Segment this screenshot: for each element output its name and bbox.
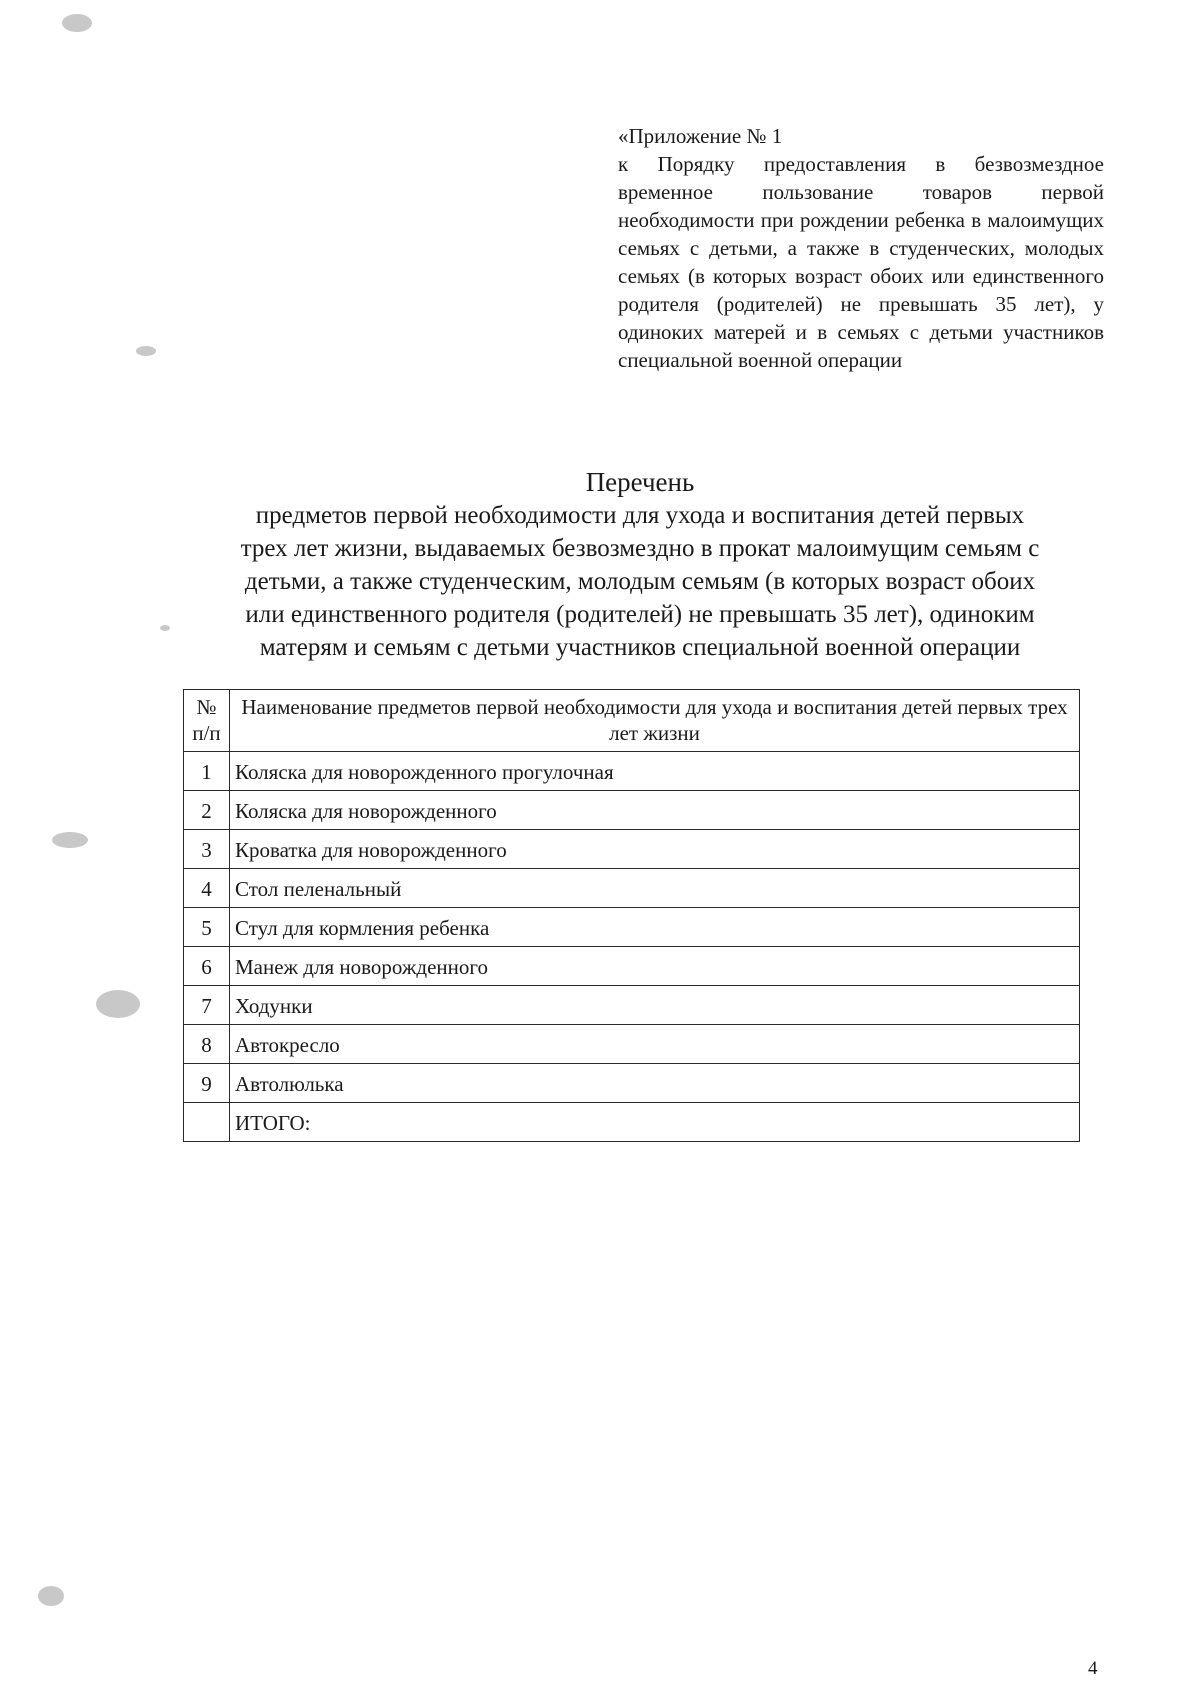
table-total-row [184, 1103, 1080, 1142]
scan-speck [52, 832, 88, 848]
document-subtitle-line: детьми, а также студенческим, молодым семьям (в которых возраст обоих [244, 568, 1036, 595]
annex-header [618, 122, 1104, 374]
scan-speck [38, 1586, 64, 1606]
scan-speck [96, 990, 140, 1018]
row-item-name: Манеж для новорожденного [230, 947, 1080, 986]
row-number: 4 [184, 869, 230, 908]
title-block [175, 465, 1105, 664]
row-item-name: Стул для кормления ребенка [230, 908, 1080, 947]
row-number: 5 [184, 908, 230, 947]
row-item-name: Автокресло [230, 1025, 1080, 1064]
header-number-abbrev: п/п [192, 721, 221, 745]
page-number: 4 [1088, 1658, 1098, 1679]
row-item-name: Ходунки [230, 986, 1080, 1025]
table-row [184, 908, 1080, 947]
annex-text: к Порядку предоставления в безвозмездное временное пользование товаров первой необходимости при рождении ребенка в малоимущих семьях с детьми, а также в студенческих, молодых семьях (в которых возраст обоих или единственного родителя (родителей) не превышать 35 лет), у одиноких матерей и в семьях с детьми участников специальной военной операции [618, 152, 1104, 372]
row-item-name: Кроватка для новорожденного [230, 830, 1080, 869]
document-title: Перечень [585, 467, 695, 497]
header-name-cell: Наименование предметов первой необходимости для ухода и воспитания детей первых трех лет жизни [230, 690, 1080, 752]
table-row [184, 869, 1080, 908]
row-number: 2 [184, 791, 230, 830]
table-row [184, 752, 1080, 791]
row-item-name: Стол пеленальный [230, 869, 1080, 908]
row-item-name: Коляска для новорожденного прогулочная [230, 752, 1080, 791]
header-number-cell [184, 690, 230, 752]
row-number: 6 [184, 947, 230, 986]
row-item-name: Автолюлька [230, 1064, 1080, 1103]
row-number: 3 [184, 830, 230, 869]
scan-speck [62, 14, 92, 32]
document-subtitle-line: предметов первой необходимости для ухода и воспитания детей первых [255, 502, 1025, 529]
total-label: ИТОГО: [230, 1103, 1080, 1142]
document-subtitle-line: матерям и семьям с детьми участников специальной военной операции [259, 634, 1021, 661]
table-row [184, 947, 1080, 986]
row-number: 7 [184, 986, 230, 1025]
table-row [184, 830, 1080, 869]
row-item-name: Коляска для новорожденного [230, 791, 1080, 830]
annex-number: «Приложение № 1 [618, 124, 783, 148]
items-table [183, 689, 1080, 1142]
table-row [184, 1025, 1080, 1064]
row-number: 1 [184, 752, 230, 791]
scan-speck [136, 346, 156, 356]
scan-speck [160, 625, 170, 631]
table-row [184, 1064, 1080, 1103]
document-subtitle-line: или единственного родителя (родителей) не превышать 35 лет), одиноким [245, 601, 1035, 628]
total-number-cell [184, 1103, 230, 1142]
table-header-row [184, 690, 1080, 752]
row-number: 9 [184, 1064, 230, 1103]
row-number: 8 [184, 1025, 230, 1064]
document-subtitle-line: трех лет жизни, выдаваемых безвозмездно в прокат малоимущим семьям с [240, 535, 1040, 562]
table-row [184, 791, 1080, 830]
table-row [184, 986, 1080, 1025]
header-number-symbol: № [196, 695, 217, 719]
